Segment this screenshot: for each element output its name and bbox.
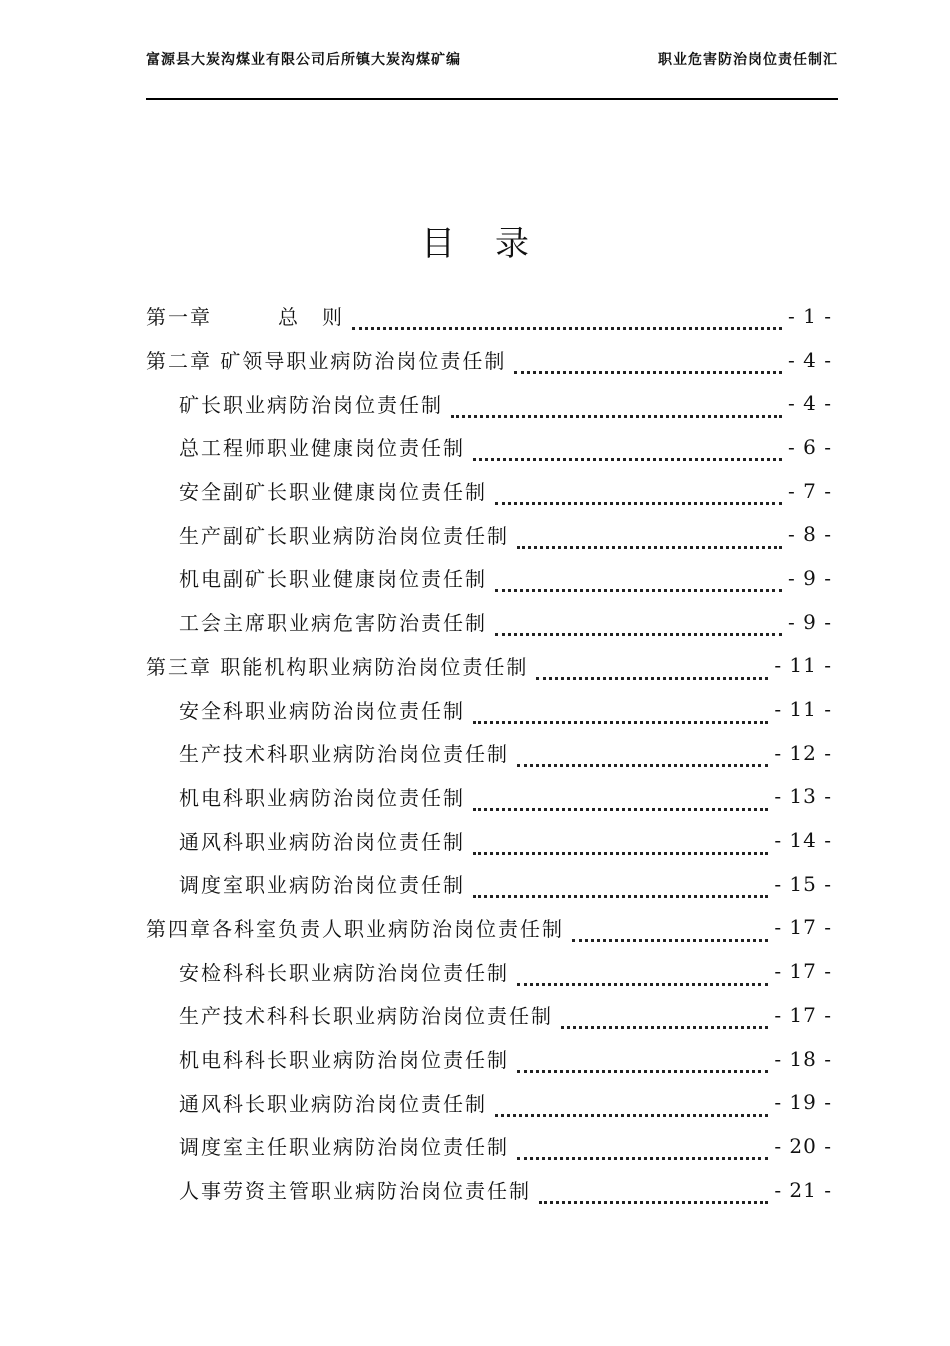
toc-leader-dots bbox=[517, 1137, 768, 1160]
toc-entry-label: 矿长职业病防治岗位责任制 bbox=[179, 392, 443, 417]
toc-entry-section[interactable] bbox=[146, 731, 832, 775]
toc-entry-page: - 17 - bbox=[774, 959, 832, 984]
toc-leader-dots bbox=[473, 832, 768, 855]
toc-entry-page: - 15 - bbox=[774, 871, 832, 896]
toc-entry-label: 第一章 总 则 bbox=[146, 305, 344, 330]
toc-leader-dots bbox=[561, 1006, 768, 1029]
toc-entry-label: 安全科职业病防治岗位责任制 bbox=[179, 698, 465, 723]
header-document-title: 职业危害防治岗位责任制汇 bbox=[658, 52, 838, 68]
toc-entry-section[interactable] bbox=[146, 1124, 832, 1168]
toc-entry-section[interactable] bbox=[146, 556, 832, 600]
toc-leader-dots bbox=[473, 438, 782, 461]
toc-entry-page: - 17 - bbox=[774, 1002, 832, 1027]
toc-entry-label: 机电科职业病防治岗位责任制 bbox=[179, 785, 465, 810]
toc-entry-label: 安检科科长职业病防治岗位责任制 bbox=[179, 960, 509, 985]
toc-entry-page: - 9 - bbox=[788, 565, 832, 590]
toc-leader-dots bbox=[495, 613, 782, 636]
toc-entry-chapter[interactable] bbox=[146, 338, 832, 382]
toc-leader-dots bbox=[473, 875, 768, 898]
toc-entry-page: - 8 - bbox=[788, 522, 832, 547]
toc-entry-section[interactable] bbox=[146, 1168, 832, 1212]
toc-entry-label: 第四章各科室负责人职业病防治岗位责任制 bbox=[146, 916, 564, 941]
toc-leader-dots bbox=[495, 1094, 768, 1117]
toc-entry-page: - 7 - bbox=[788, 478, 832, 503]
toc-entry-section[interactable] bbox=[146, 600, 832, 644]
toc-leader-dots bbox=[517, 963, 768, 986]
toc-entry-section[interactable] bbox=[146, 862, 832, 906]
toc-entry-page: - 6 - bbox=[788, 434, 832, 459]
toc-entry-label: 第二章 矿领导职业病防治岗位责任制 bbox=[146, 349, 507, 374]
toc-entry-label: 通风科职业病防治岗位责任制 bbox=[179, 829, 465, 854]
toc-leader-dots bbox=[473, 701, 768, 724]
toc-entry-section[interactable] bbox=[146, 775, 832, 819]
toc-entry-page: - 1 - bbox=[788, 303, 832, 328]
toc-entry-page: - 4 - bbox=[788, 347, 832, 372]
toc-entry-section[interactable] bbox=[146, 425, 832, 469]
toc-entry-section[interactable] bbox=[146, 687, 832, 731]
toc-entry-label: 工会主席职业病危害防治责任制 bbox=[179, 611, 487, 636]
toc-leader-dots bbox=[473, 788, 768, 811]
page-title: 目录 bbox=[421, 224, 569, 264]
toc-leader-dots bbox=[539, 1181, 768, 1204]
toc-entry-label: 调度室主任职业病防治岗位责任制 bbox=[179, 1135, 509, 1160]
toc-entry-label: 生产技术科科长职业病防治岗位责任制 bbox=[179, 1004, 553, 1029]
toc-entry-section[interactable] bbox=[146, 818, 832, 862]
toc-leader-dots bbox=[495, 569, 782, 592]
toc-entry-section[interactable] bbox=[146, 949, 832, 993]
toc-entry-chapter[interactable] bbox=[146, 644, 832, 688]
toc-entry-section[interactable] bbox=[146, 993, 832, 1037]
toc-entry-section[interactable] bbox=[146, 469, 832, 513]
toc-entry-page: - 11 - bbox=[774, 653, 832, 678]
table-of-contents bbox=[146, 294, 832, 1211]
toc-leader-dots bbox=[352, 307, 782, 330]
toc-entry-page: - 14 - bbox=[774, 828, 832, 853]
toc-entry-label: 生产技术科职业病防治岗位责任制 bbox=[179, 742, 509, 767]
header-organization: 富源县大炭沟煤业有限公司后所镇大炭沟煤矿编 bbox=[146, 52, 461, 68]
toc-entry-label: 调度室职业病防治岗位责任制 bbox=[179, 873, 465, 898]
toc-entry-page: - 12 - bbox=[774, 740, 832, 765]
toc-entry-section[interactable] bbox=[146, 1080, 832, 1124]
toc-leader-dots bbox=[451, 395, 782, 418]
toc-entry-page: - 4 - bbox=[788, 391, 832, 416]
toc-leader-dots bbox=[495, 482, 782, 505]
toc-entry-section[interactable] bbox=[146, 381, 832, 425]
toc-leader-dots bbox=[517, 1050, 768, 1073]
toc-entry-label: 安全副矿长职业健康岗位责任制 bbox=[179, 480, 487, 505]
toc-entry-page: - 11 - bbox=[774, 697, 832, 722]
toc-entry-page: - 18 - bbox=[774, 1046, 832, 1071]
toc-entry-label: 第三章 职能机构职业病防治岗位责任制 bbox=[146, 654, 529, 679]
toc-entry-section[interactable] bbox=[146, 1037, 832, 1081]
toc-entry-chapter[interactable] bbox=[146, 294, 832, 338]
toc-entry-page: - 21 - bbox=[774, 1177, 832, 1202]
toc-leader-dots bbox=[517, 526, 782, 549]
toc-entry-section[interactable] bbox=[146, 512, 832, 556]
toc-entry-label: 生产副矿长职业病防治岗位责任制 bbox=[179, 523, 509, 548]
toc-entry-label: 通风科长职业病防治岗位责任制 bbox=[179, 1091, 487, 1116]
toc-leader-dots bbox=[572, 919, 768, 942]
toc-entry-label: 机电科科长职业病防治岗位责任制 bbox=[179, 1048, 509, 1073]
toc-leader-dots bbox=[536, 657, 768, 680]
toc-entry-page: - 19 - bbox=[774, 1090, 832, 1115]
toc-entry-page: - 20 - bbox=[774, 1133, 832, 1158]
toc-entry-page: - 17 - bbox=[774, 915, 832, 940]
page-header bbox=[146, 50, 838, 100]
toc-entry-page: - 13 - bbox=[774, 784, 832, 809]
toc-entry-label: 机电副矿长职业健康岗位责任制 bbox=[179, 567, 487, 592]
toc-entry-label: 人事劳资主管职业病防治岗位责任制 bbox=[179, 1179, 531, 1204]
toc-entry-chapter[interactable] bbox=[146, 906, 832, 950]
toc-entry-page: - 9 - bbox=[788, 609, 832, 634]
toc-entry-label: 总工程师职业健康岗位责任制 bbox=[179, 436, 465, 461]
toc-leader-dots bbox=[514, 351, 782, 374]
toc-leader-dots bbox=[517, 744, 768, 767]
